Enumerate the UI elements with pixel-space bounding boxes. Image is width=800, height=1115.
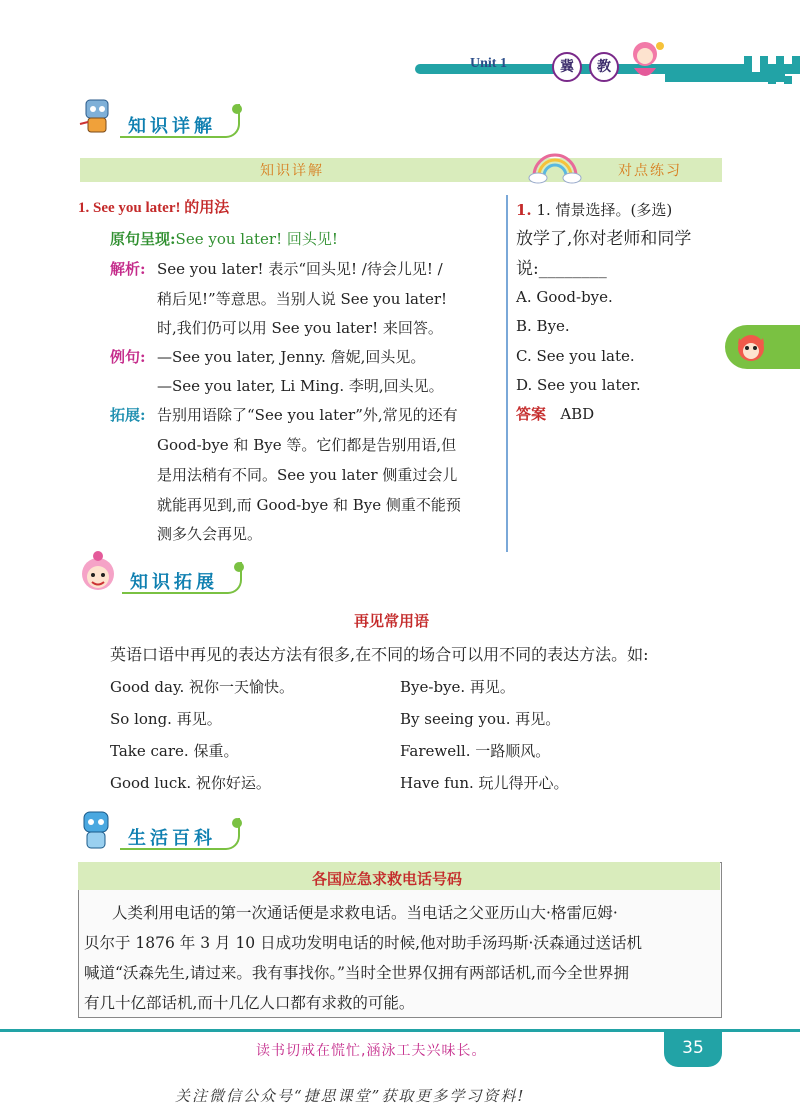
expand-label: 拓展: <box>110 406 146 424</box>
watermark-text: 关注微信公众号“捷思课堂”获取更多学习资料! <box>175 1087 526 1105</box>
life-line: 贝尔于 1876 年 3 月 10 日成功发明电话的时候,他对助手汤玛斯·沃森通过送话机 <box>84 934 642 952</box>
phrase-left: Good day. 祝你一天愉快。 <box>110 678 294 696</box>
expand-line: Good-bye 和 Bye 等。它们都是告别用语,但 <box>157 436 457 454</box>
section-dot <box>234 562 244 572</box>
phrase-left: Take care. 保重。 <box>110 742 239 760</box>
section-dot <box>232 818 242 828</box>
robot-mascot-icon <box>78 96 118 138</box>
unit-label: Unit 1 <box>470 56 507 71</box>
section-underline <box>120 818 240 850</box>
life-line: 喊道“沃森先生,请过来。我有事找你。”当时全世界仅拥有两部话机,而今全世界拥 <box>84 964 629 982</box>
section-title-life: 生活百科 <box>128 828 216 849</box>
example-line: —See you later, Jenny. 詹妮,回头见。 <box>157 348 426 366</box>
practice-option: D. See you later. <box>516 376 641 394</box>
analysis-line: 时,我们仍可以用 See you later! 来回答。 <box>157 319 443 337</box>
practice-option: A. Good-bye. <box>516 288 613 306</box>
practice-option: C. See you late. <box>516 347 635 365</box>
column-header-practice: 对点练习 <box>618 163 682 179</box>
page-number: 35 <box>664 1029 722 1067</box>
orig-text: See you later! 回头见! <box>175 230 338 248</box>
analysis-line: 稍后见!”等意思。当别人说 See you later! <box>157 290 448 308</box>
practice-question-title: 1. 1. 情景选择。(多选) <box>516 201 673 219</box>
orig-sentence-row <box>110 224 338 254</box>
section-title-detail: 知识详解 <box>128 116 216 137</box>
phrase-right: Bye-bye. 再见。 <box>400 678 515 696</box>
fox-mascot-icon <box>734 330 768 364</box>
publisher-badge-ji: 冀 <box>552 52 582 82</box>
section-title-extend: 知识拓展 <box>130 572 218 593</box>
example-line: —See you later, Li Ming. 李明,回头见。 <box>157 377 444 395</box>
phrase-right: Farewell. 一路顺风。 <box>400 742 551 760</box>
practice-question-text: 1. 情景选择。(多选) <box>536 201 673 219</box>
extend-intro: 英语口语中再见的表达方法有很多,在不同的场合可以用不同的表达方法。如: <box>110 645 649 664</box>
answer-value: ABD <box>560 405 595 423</box>
publisher-badge-jiao: 教 <box>589 52 619 82</box>
girl-mascot-icon <box>76 550 120 598</box>
expand-line: 是用法稍有不同。See you later 侧重过会儿 <box>157 466 458 484</box>
practice-answer-row <box>516 399 594 429</box>
phrase-right: Have fun. 玩儿得开心。 <box>400 774 569 792</box>
robot-blue-mascot-icon <box>76 806 116 854</box>
practice-prompt-line: 放学了,你对老师和同学 <box>516 229 692 249</box>
column-divider <box>506 195 508 552</box>
section-underline <box>122 562 242 594</box>
expand-line: 测多久会再见。 <box>157 525 263 543</box>
life-line: 人类利用电话的第一次通话便是求救电话。当电话之父亚历山大·格雷厄姆· <box>112 904 618 922</box>
example-label: 例句: <box>110 348 146 366</box>
life-line: 有几十亿部话机,而十几亿人口都有求救的可能。 <box>84 994 415 1012</box>
practice-option: B. Bye. <box>516 317 570 335</box>
detail-heading: 1. See you later! 的用法 <box>78 200 230 216</box>
phrase-right: By seeing you. 再见。 <box>400 710 561 728</box>
column-header-detail: 知识详解 <box>260 163 324 179</box>
life-box-title: 各国应急求救电话号码 <box>312 870 463 888</box>
section-underline <box>120 104 240 138</box>
phrase-left: Good luck. 祝你好运。 <box>110 774 271 792</box>
practice-prompt-line: 说:________ <box>516 259 607 279</box>
answer-label: 答案 <box>516 405 547 423</box>
analysis-label: 解析: <box>110 260 146 278</box>
extend-title: 再见常用语 <box>354 612 430 630</box>
expand-line: 就能再见到,而 Good-bye 和 Bye 侧重不能预 <box>157 496 461 514</box>
expand-line: 告别用语除了“See you later”外,常见的还有 <box>157 406 458 424</box>
phrase-left: So long. 再见。 <box>110 710 222 728</box>
analysis-line: See you later! 表示“回头见! /待会儿见! / <box>157 260 443 278</box>
mascot-girl-icon <box>620 36 670 86</box>
header-pattern <box>740 56 800 86</box>
rainbow-cloud-icon <box>528 150 582 186</box>
orig-label: 原句呈现: <box>110 230 176 248</box>
section-dot <box>232 104 242 114</box>
footer-quote: 读书切戒在慌忙,涵泳工夫兴味长。 <box>256 1043 487 1059</box>
